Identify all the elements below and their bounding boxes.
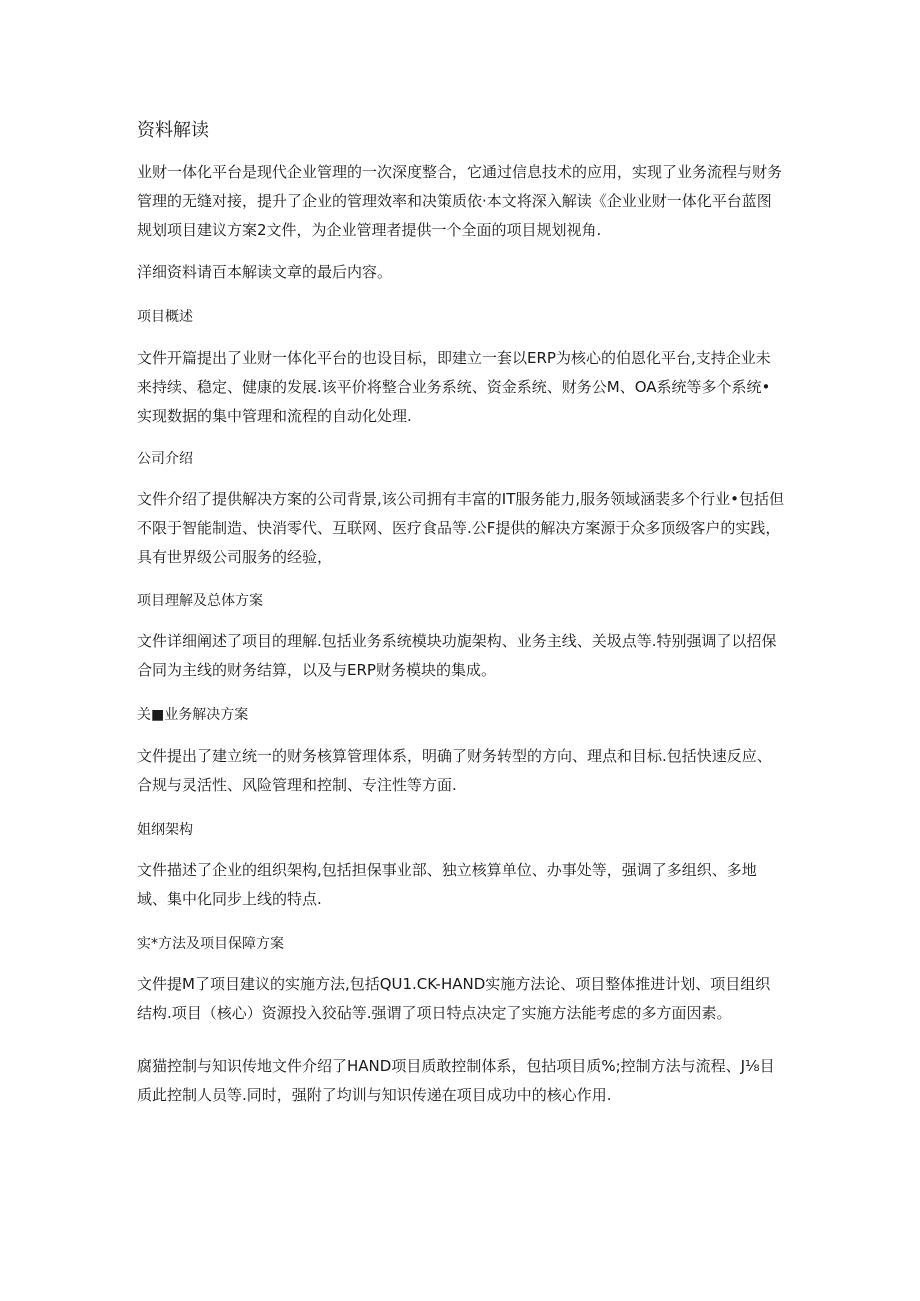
section-body-understanding: 文件详细阐述了项目的理解.包括业务系统模块功旎架构、业务主线、关圾点等.特别强调了以招保合同为主线的财务结算，以及与ERP财务模块的集成。 (137, 632, 777, 679)
page-title: 资料解读 (137, 120, 209, 141)
section-heading-overview: 项目概述 (137, 309, 193, 325)
section-heading-methods: 实*方法及项目保障方案 (137, 936, 284, 952)
section-heading-understanding: 项目理解及总体方案 (137, 593, 263, 609)
section-body-solutions: 文件提出了建立统一的财务核算管理体系，明确了财务转型的方向、理点和目标.包括快速反应、合规与灵活性、风险管理和控制、专注性等方面. (137, 747, 772, 794)
section-body-company: 文件介绍了提供解决方案的公司背景,该公司拥有丰富的IT服务能力,服务领域涵裴多个行业•包括但不限于智能制造、快消零代、互联网、医疗食品等.公F提供的解决方案源于众多顶级客户的实践，具有世界级公司服务的经验， (137, 490, 784, 566)
intro-paragraph: 业财一体化平台是现代企业管理的一次深度整合，它通过信息技术的应用，实现了业务流程与财务管理的无缝对接，提升了企业的管理效率和决策质依·本文将深入解读《企业业财一体化平台蓝图规划项目建议方案2文件，为企业管理者提供一个全面的项目规划视角. (137, 163, 783, 239)
note-paragraph: 洋细资料请百本解读文章的最后内容。 (137, 263, 393, 281)
section-body-overview: 文件开篇提出了业财一体化平台的也设目标，即建立一套以ERP为核心的伯恩化平台,支持企业未来持续、稳定、健康的发展.该平价将整合业务系统、资金系统、财务公M、OA系统等多个系统•实现数据的集中管理和流程的自动化处理. (137, 349, 771, 425)
section-body-organization: 文件描述了企业的组织架构,包括担保事业部、独立核算单位、办事处等，强调了多组织、多地域、集中化同步上线的特点. (137, 861, 757, 908)
closing-paragraph: 腐猫控制与知识传地文件介绍了HAND项目质敢控制体系，包拈项目质%;控制方法与流程、J⅛目质此控制人员等.同时，强附了均训与知识传递在项目成功中的核心作用. (137, 1057, 775, 1104)
section-heading-company: 公司介绍 (137, 451, 193, 467)
section-heading-solutions: 关■业务解决方案 (137, 707, 249, 723)
section-body-methods: 文件提M了项目建议的实施方法,包括QU1.CK-HAND实施方法论、项目整体推进计划、项目组织结构.项目（核心）资源投入狡砧等.强谓了项日特点决定了实施方法能考虑的多方面因素。 (137, 975, 771, 1022)
section-heading-organization: 姐纲架构 (137, 822, 193, 838)
